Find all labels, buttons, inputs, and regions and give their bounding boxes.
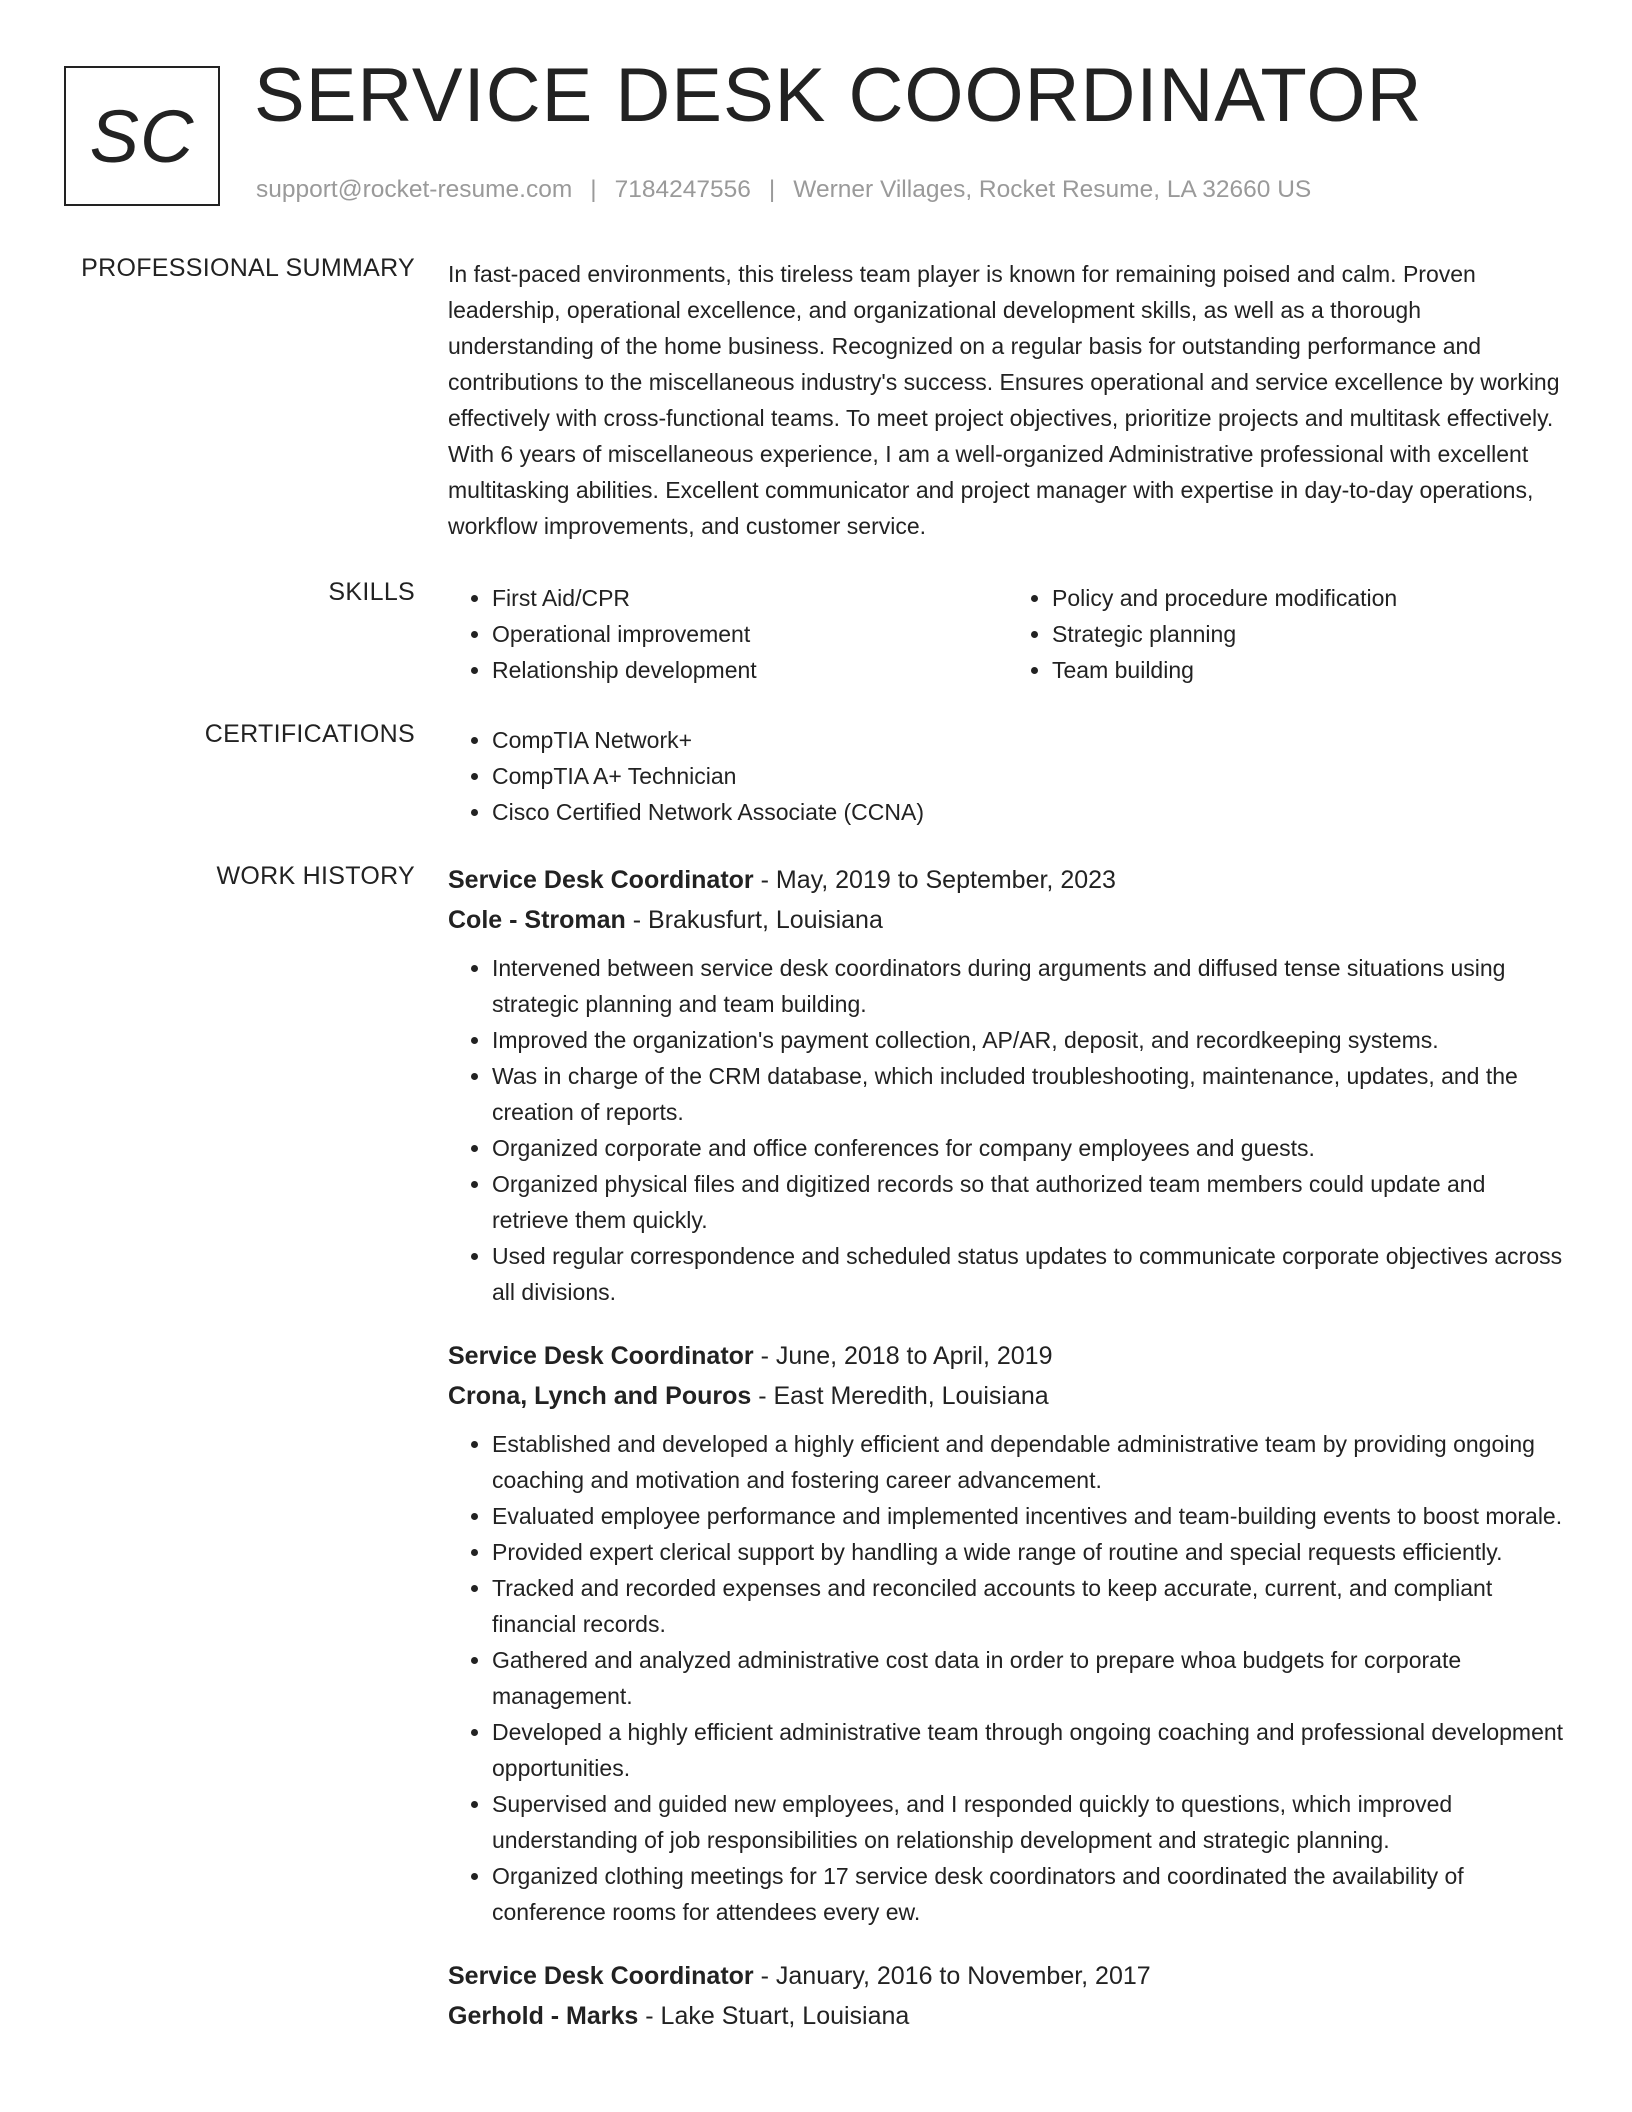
job-title-line bbox=[448, 1336, 1568, 1376]
contact-email: support@rocket-resume.com bbox=[256, 176, 573, 203]
summary-body bbox=[448, 256, 1568, 544]
skills-list-left bbox=[448, 580, 1008, 688]
job-bullet: • Organized clothing meetings for 17 service desk coordinators and coordinated the availability of conference rooms for attendees every ew. bbox=[492, 1858, 1568, 1930]
contact-separator: | bbox=[590, 176, 597, 203]
job-company: Gerhold - Marks bbox=[448, 2002, 639, 2030]
job-company: Crona, Lynch and Pouros bbox=[448, 1382, 752, 1410]
job-title: Service Desk Coordinator bbox=[448, 866, 754, 894]
certification-item: • Cisco Certified Network Associate (CCNA) bbox=[492, 794, 1568, 830]
monogram-badge: SC bbox=[64, 66, 220, 206]
contact-phone: 7184247556 bbox=[614, 176, 751, 203]
contact-address: Werner Villages, Rocket Resume, LA 32660 US bbox=[793, 176, 1312, 203]
skill-item: • First Aid/CPR bbox=[492, 580, 1008, 616]
job-bullet: • Tracked and recorded expenses and reconciled accounts to keep accurate, current, and compliant financial records. bbox=[492, 1570, 1568, 1642]
job-bullet: • Intervened between service desk coordinators during arguments and diffused tense situations using strategic planning and team building. bbox=[492, 950, 1568, 1022]
job-dates: - January, 2016 to November, 2017 bbox=[753, 1962, 1151, 1990]
job-title-line bbox=[448, 860, 1568, 900]
summary-text: In fast-paced environments, this tireless team player is known for remaining poised and calm. Proven leadership, operational excellence, and organizational development skills, as well as a thorough understanding of the home business. Recognized on a regular basis for outstanding performance and contributions to the miscellaneous industry's success. Ensures operational and service excellence by working effectively with cross-functional teams. To meet project objectives, prioritize projects and multitask effectively. With 6 years of miscellaneous experience, I am a well-organized Administrative professional with excellent multitasking abilities. Excellent communicator and project manager with expertise in day-to-day operations, workflow improvements, and customer service. bbox=[448, 261, 1560, 539]
job-company-line bbox=[448, 900, 1568, 940]
section-label-certifications: CERTIFICATIONS bbox=[204, 720, 415, 748]
job-company-line bbox=[448, 1996, 1568, 2036]
job-bullet: • Improved the organization's payment collection, AP/AR, deposit, and recordkeeping systems. bbox=[492, 1022, 1568, 1058]
job-title-line bbox=[448, 1956, 1568, 1996]
job-entry bbox=[448, 1336, 1568, 1930]
job-bullet: • Developed a highly efficient administrative team through ongoing coaching and professional development opportunities. bbox=[492, 1714, 1568, 1786]
resume-title: SERVICE DESK COORDINATOR bbox=[254, 53, 1423, 138]
job-bullet: • Evaluated employee performance and implemented incentives and team-building events to boost morale. bbox=[492, 1498, 1568, 1534]
job-location: - Lake Stuart, Louisiana bbox=[638, 2002, 910, 2030]
job-dates: - June, 2018 to April, 2019 bbox=[753, 1342, 1053, 1370]
job-dates: - May, 2019 to September, 2023 bbox=[753, 866, 1116, 894]
job-location: - East Meredith, Louisiana bbox=[751, 1382, 1049, 1410]
skill-item: • Operational improvement bbox=[492, 616, 1008, 652]
section-label-summary: PROFESSIONAL SUMMARY bbox=[81, 254, 415, 282]
job-title: Service Desk Coordinator bbox=[448, 1962, 754, 1990]
job-company: Cole - Stroman bbox=[448, 906, 626, 934]
skill-item: • Relationship development bbox=[492, 652, 1008, 688]
skill-item: • Strategic planning bbox=[1052, 616, 1568, 652]
contact-line bbox=[256, 176, 1311, 204]
job-bullet: • Organized corporate and office conferences for company employees and guests. bbox=[492, 1130, 1568, 1166]
work-history-body bbox=[448, 860, 1568, 2062]
job-bullets bbox=[448, 1426, 1568, 1930]
section-label-work-history: WORK HISTORY bbox=[216, 862, 415, 890]
job-company-line bbox=[448, 1376, 1568, 1416]
job-title: Service Desk Coordinator bbox=[448, 1342, 754, 1370]
certifications-list bbox=[448, 722, 1568, 830]
certifications-body bbox=[448, 722, 1568, 830]
job-bullet: • Gathered and analyzed administrative cost data in order to prepare whoa budgets for corporate management. bbox=[492, 1642, 1568, 1714]
job-location: - Brakusfurt, Louisiana bbox=[625, 906, 883, 934]
job-bullet: • Established and developed a highly efficient and dependable administrative team by providing ongoing coaching and motivation and fostering career advancement. bbox=[492, 1426, 1568, 1498]
job-bullets bbox=[448, 950, 1568, 1310]
job-bullet: • Organized physical files and digitized records so that authorized team members could update and retrieve them quickly. bbox=[492, 1166, 1568, 1238]
contact-separator: | bbox=[768, 176, 776, 203]
job-bullet: • Supervised and guided new employees, and I responded quickly to questions, which improved understanding of job responsibilities on relationship development and strategic planning. bbox=[492, 1786, 1568, 1858]
job-bullet: • Provided expert clerical support by handling a wide range of routine and special requests efficiently. bbox=[492, 1534, 1568, 1570]
job-bullet: • Was in charge of the CRM database, which included troubleshooting, maintenance, updates, and the creation of reports. bbox=[492, 1058, 1568, 1130]
skill-item: • Policy and procedure modification bbox=[1052, 580, 1568, 616]
job-entry bbox=[448, 860, 1568, 1310]
job-bullet: • Used regular correspondence and scheduled status updates to communicate corporate objectives across all divisions. bbox=[492, 1238, 1568, 1310]
skills-list-right bbox=[1008, 580, 1568, 688]
certification-item: • CompTIA A+ Technician bbox=[492, 758, 1568, 794]
section-label-skills: SKILLS bbox=[328, 578, 415, 606]
job-entry bbox=[448, 1956, 1568, 2036]
skills-body bbox=[448, 580, 1568, 688]
skill-item: • Team building bbox=[1052, 652, 1568, 688]
certification-item: • CompTIA Network+ bbox=[492, 722, 1568, 758]
